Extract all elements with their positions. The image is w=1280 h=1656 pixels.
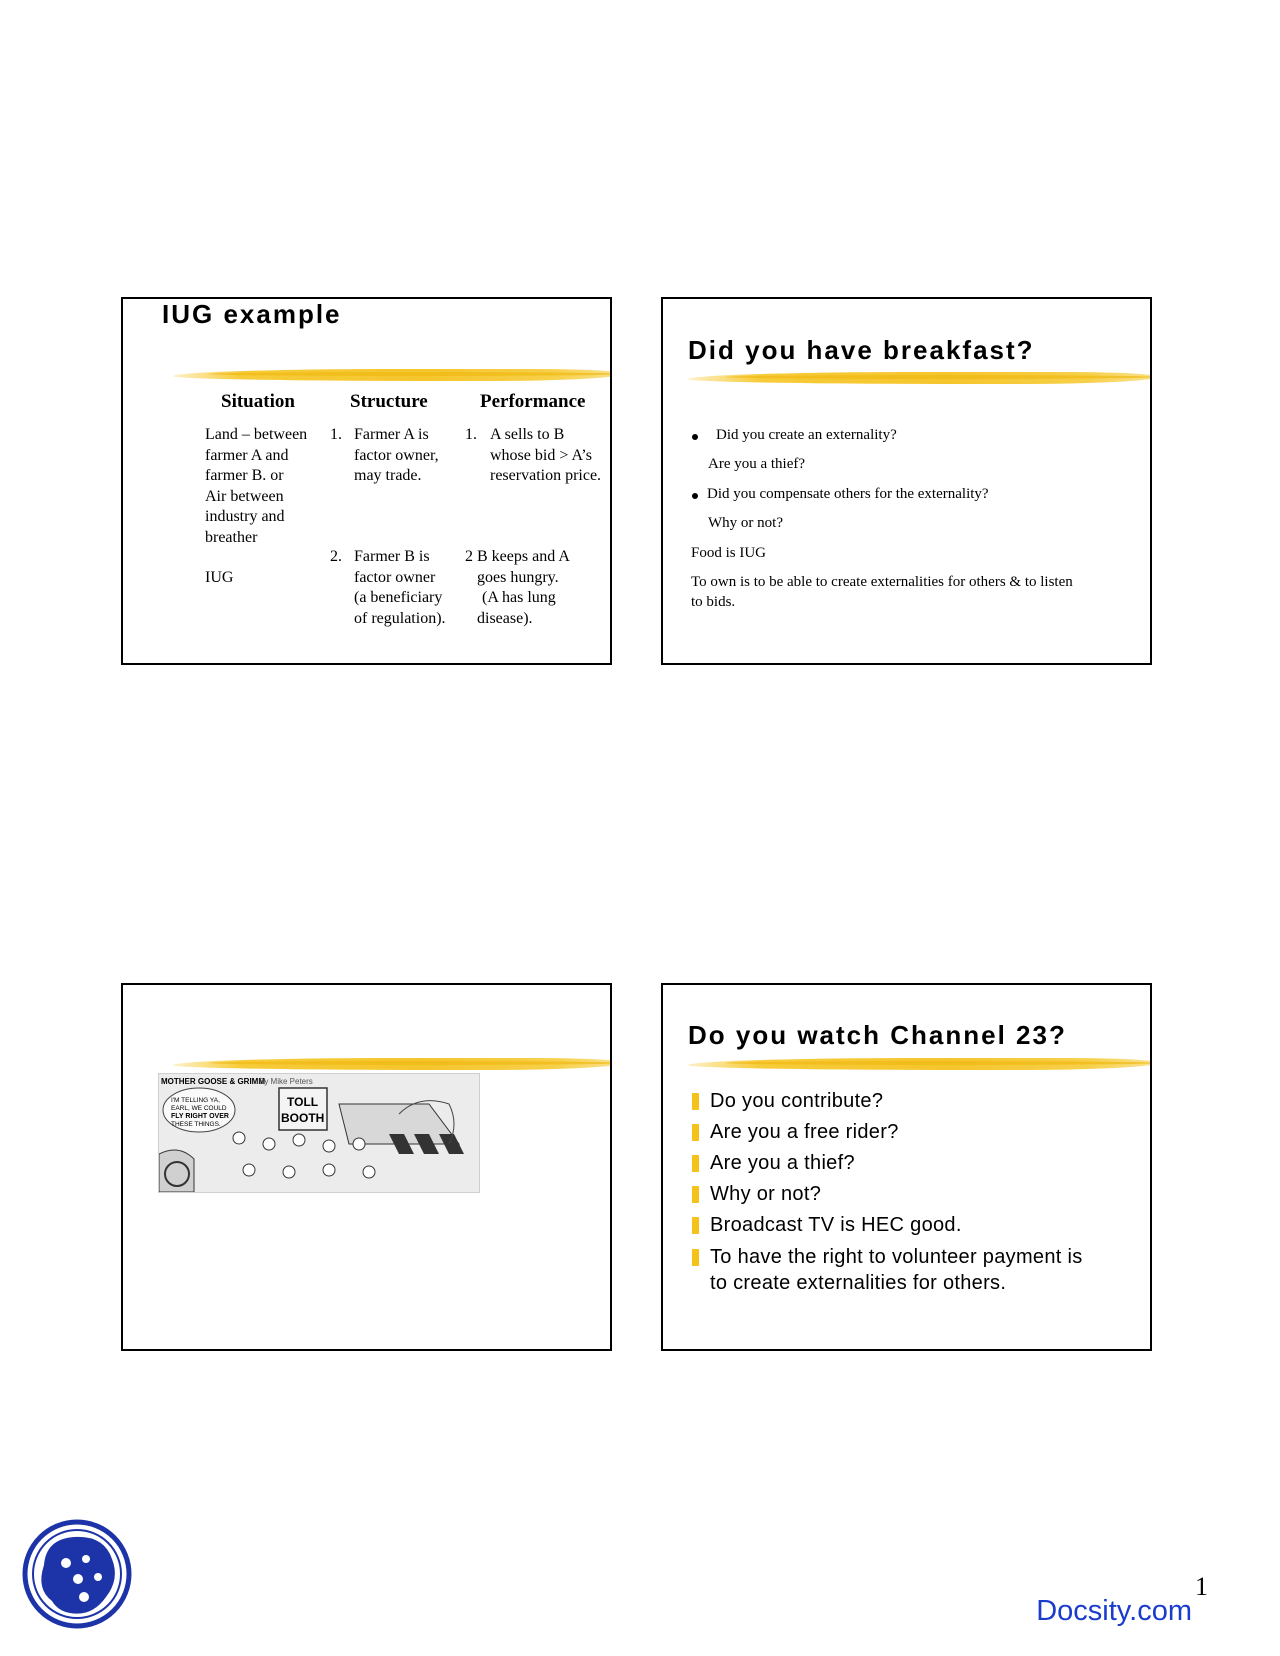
highlight-stroke xyxy=(687,372,1152,384)
breakfast-line-5: Food is IUG xyxy=(691,545,767,561)
highlight-stroke xyxy=(172,1058,612,1070)
channel-item-6-cont: to create externalities for others. xyxy=(710,1272,1007,1294)
comic-illustration xyxy=(159,1074,479,1192)
channel-item-5: Broadcast TV is HEC good. xyxy=(710,1214,962,1236)
structure-num-1: 1. xyxy=(330,426,342,443)
breakfast-line-2: Are you a thief? xyxy=(708,456,806,472)
bullet-marker xyxy=(692,1217,699,1234)
performance-cell-2: 2 B keeps and A goes hungry. (A has lung disease). xyxy=(465,548,570,627)
slide-title: Did you have breakfast? xyxy=(688,335,1035,365)
column-header-structure: Structure xyxy=(350,391,428,412)
bullet-marker xyxy=(692,1124,699,1141)
breakfast-line-4: Why or not? xyxy=(708,515,783,531)
bullet-marker xyxy=(692,1249,699,1266)
situation-cell: Land – between farmer A and farmer B. or Air between industry and breather xyxy=(205,426,308,546)
breakfast-line-1: Did you create an externality? xyxy=(716,427,897,443)
bullet-dot xyxy=(692,434,698,440)
svg-text:BOOTH: BOOTH xyxy=(281,1111,325,1125)
highlight-stroke xyxy=(687,1058,1152,1070)
slide-channel-23 xyxy=(661,983,1152,1351)
channel-item-6: To have the right to volunteer payment is xyxy=(710,1246,1083,1268)
slide-breakfast xyxy=(661,297,1152,665)
comic-author: By Mike Peters xyxy=(259,1077,313,1086)
svg-text:FLY RIGHT OVER: FLY RIGHT OVER xyxy=(171,1113,229,1120)
breakfast-line-3: Did you compensate others for the externality? xyxy=(707,486,989,502)
breakfast-line-6: To own is to be able to create externalities for others & to listen xyxy=(691,574,1073,590)
svg-text:EARL, WE COULD: EARL, WE COULD xyxy=(171,1105,227,1112)
bullet-marker xyxy=(692,1093,699,1110)
structure-cell-1: Farmer A is factor owner, may trade. xyxy=(354,426,439,484)
slide-comic xyxy=(121,983,612,1351)
docsity-link[interactable]: Docsity.com xyxy=(1036,1595,1192,1627)
bullet-marker xyxy=(692,1186,699,1203)
svg-text:THESE THINGS.: THESE THINGS. xyxy=(171,1121,221,1128)
column-header-situation: Situation xyxy=(221,391,295,412)
breakfast-line-7: to bids. xyxy=(691,594,736,610)
docsity-logo[interactable] xyxy=(22,1517,132,1632)
performance-cell-1: A sells to B whose bid > A’s reservation price. xyxy=(490,426,602,484)
svg-text:I'M TELLING YA,: I'M TELLING YA, xyxy=(171,1097,220,1104)
channel-item-3: Are you a thief? xyxy=(710,1152,855,1174)
slide-iug-example xyxy=(121,297,612,665)
svg-text:TOLL: TOLL xyxy=(287,1095,319,1109)
comic-caption: MOTHER GOOSE & GRIMM xyxy=(161,1077,265,1086)
channel-item-1: Do you contribute? xyxy=(710,1090,884,1112)
situation-label: IUG xyxy=(205,569,234,586)
comic-strip-image xyxy=(158,1073,480,1193)
highlight-stroke xyxy=(172,369,612,381)
bullet-marker xyxy=(692,1155,699,1172)
slide-title: IUG example xyxy=(162,299,342,329)
channel-item-4: Why or not? xyxy=(710,1183,822,1205)
structure-num-2: 2. xyxy=(330,548,342,565)
channel-item-2: Are you a free rider? xyxy=(710,1121,899,1143)
performance-num-1: 1. xyxy=(465,426,477,443)
docsity-logo-icon xyxy=(22,1517,132,1632)
structure-cell-2: Farmer B is factor owner (a beneficiary of regulation). xyxy=(354,548,446,627)
slide-title: Do you watch Channel 23? xyxy=(688,1020,1067,1050)
column-header-performance: Performance xyxy=(480,391,586,412)
bullet-dot xyxy=(692,493,698,499)
page-number: 1 xyxy=(1195,1572,1208,1601)
